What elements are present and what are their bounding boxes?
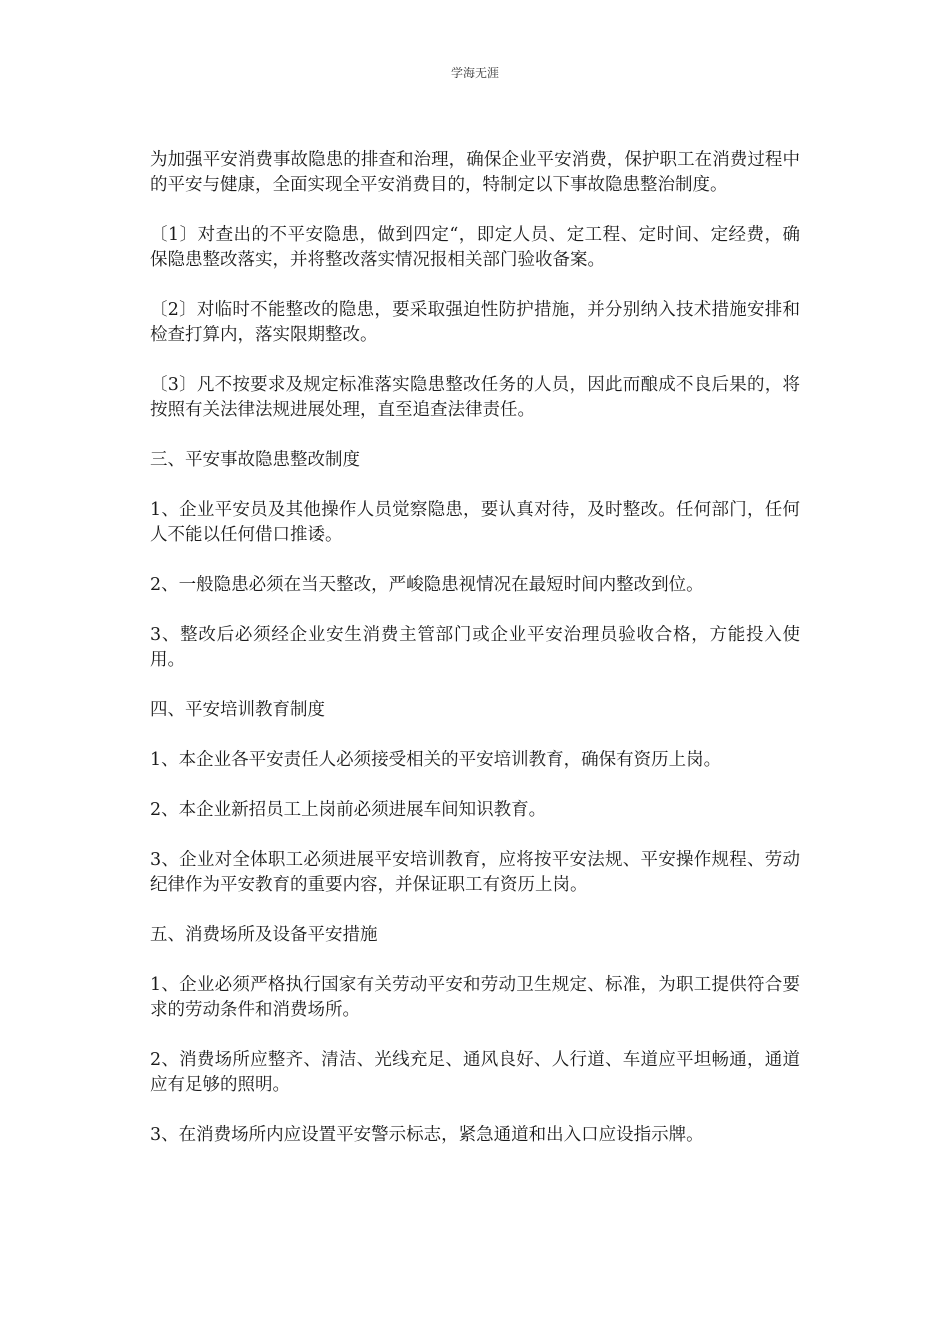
list-item: 1、企业平安员及其他操作人员觉察隐患，要认真对待，及时整改。任何部门，任何人不能以任何借口推诿。	[150, 500, 800, 545]
list-item: 〔2〕对临时不能整改的隐患，要采取强迫性防护措施，并分别纳入技术措施安排和检查打算内，落实限期整改。	[150, 300, 800, 345]
section-heading: 三、平安事故隐患整改制度	[150, 450, 360, 470]
list-item: 2、一般隐患必须在当天整改，严峻隐患视情况在最短时间内整改到位。	[150, 575, 704, 595]
list-item: 2、本企业新招员工上岗前必须进展车间知识教育。	[150, 800, 547, 820]
list-item: 2、消费场所应整齐、清洁、光线充足、通风良好、人行道、车道应平坦畅通，通道应有足够的照明。	[150, 1050, 800, 1095]
section-heading: 四、平安培训教育制度	[150, 700, 325, 720]
section-heading: 五、消费场所及设备平安措施	[150, 925, 378, 945]
list-item: 1、本企业各平安责任人必须接受相关的平安培训教育，确保有资历上岗。	[150, 750, 722, 770]
intro-paragraph: 为加强平安消费事故隐患的排查和治理，确保企业平安消费，保护职工在消费过程中的平安与健康，全面实现全平安消费目的，特制定以下事故隐患整治制度。	[150, 150, 800, 195]
list-item: 〔1〕对查出的不平安隐患，做到四定“，即定人员、定工程、定时间、定经费，确保隐患整改落实，并将整改落实情况报相关部门验收备案。	[150, 225, 800, 270]
list-item: 〔3〕凡不按要求及规定标准落实隐患整改任务的人员，因此而酿成不良后果的，将按照有关法律法规进展处理，直至追查法律责任。	[150, 375, 800, 420]
document-body	[150, 148, 800, 1173]
list-item: 3、在消费场所内应设置平安警示标志，紧急通道和出入口应设指示牌。	[150, 1125, 704, 1145]
list-item: 3、整改后必须经企业安生消费主管部门或企业平安治理员验收合格，方能投入使用。	[150, 625, 800, 670]
list-item: 3、企业对全体职工必须进展平安培训教育，应将按平安法规、平安操作规程、劳动纪律作为平安教育的重要内容，并保证职工有资历上岗。	[150, 850, 800, 895]
list-item: 1、企业必须严格执行国家有关劳动平安和劳动卫生规定、标准，为职工提供符合要求的劳动条件和消费场所。	[150, 975, 800, 1020]
page-header: 学海无涯	[450, 66, 499, 80]
